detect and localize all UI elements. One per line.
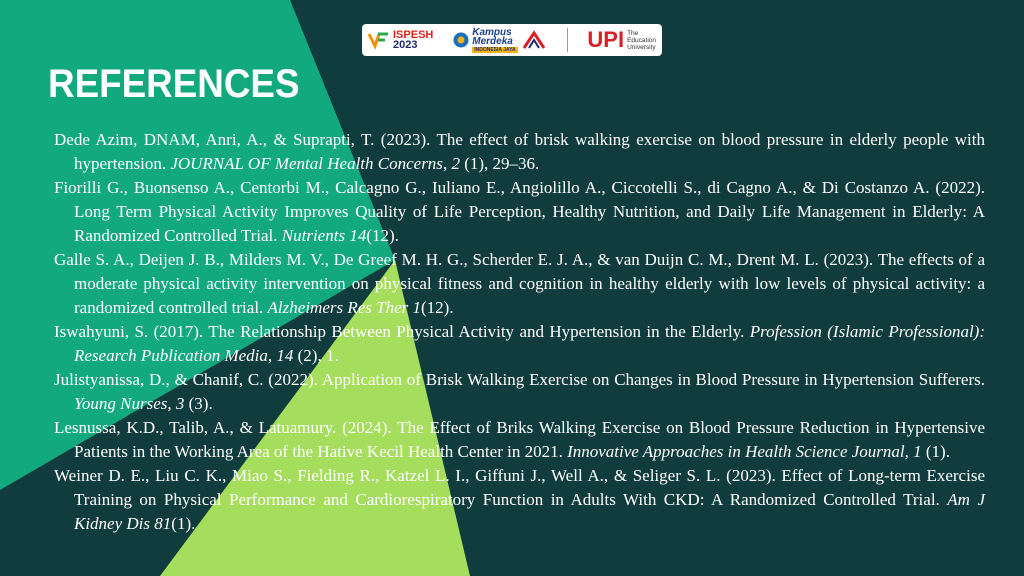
reference-journal: Profession (Islamic Professional): Research Publication Media: [74, 322, 985, 365]
ispesh-logo: [368, 30, 433, 50]
reference-journal: JOURNAL OF Mental Health Concerns: [170, 154, 443, 173]
reference-journal: Young Nurses: [74, 394, 168, 413]
references-list: [54, 128, 985, 536]
reference-tail: (3).: [184, 394, 213, 413]
reference-lead: Lesnussa, K.D., Talib, A., & Latuamury. (2024). The Effect of Briks Walking Exercise on Blood Pressure Reduction in Hypertensive Patients in the Working Area of the Hative Kecil Health Center in 2021.: [54, 418, 985, 461]
reference-tail: (1).: [171, 514, 196, 533]
upi-logo: [587, 29, 656, 51]
logo-divider: [567, 28, 568, 52]
reference-tail: (12).: [421, 298, 454, 317]
reference-item: [54, 464, 985, 536]
reference-lead: Fiorilli G., Buonsenso A., Centorbi M., Calcagno G., Iuliano E., Angiolillo A., Ciccotelli S., di Cagno A., & Di Costanzo A. (2022). Long Term Physical Activity Improves Quality of Life Perception, Healthy Nutrition, and Daily Life Management in Elderly: A Randomized Controlled Trial.: [54, 178, 985, 245]
reference-item: [54, 176, 985, 248]
kampus-merdeka-mark-icon: [521, 30, 547, 50]
reference-item: [54, 128, 985, 176]
logo-bar: [362, 24, 662, 56]
kampus-merdeka-logo: [453, 28, 546, 53]
upi-sub-line2: Education: [627, 36, 656, 44]
reference-journal: Innovative Approaches in Health Science Journal, 1: [567, 442, 922, 461]
reference-lead: Galle S. A., Deijen J. B., Milders M. V., De Greef M. H. G., Scherder E. J. A., & van Duijn C. M., Drent M. L. (2023). The effects of a moderate physical activity intervention on physical fitness and cognition in healthy elderly with low levels of physical activity: a randomized controlled trial.: [54, 250, 985, 317]
reference-volume: 14: [276, 346, 294, 365]
reference-tail: (2), 1.: [293, 346, 339, 365]
reference-lead: Weiner D. E., Liu C. K., Miao S., Fielding R., Katzel L. I., Giffuni J., Well A., & Seliger S. L. (2023). Effect of Long-term Exercise Training on Physical Performance and Cardiorespiratory Function in Adults With CKD: A Randomized Controlled Trial.: [54, 466, 985, 509]
ispesh-emblem-icon: [368, 30, 390, 50]
reference-volume: 2: [451, 154, 460, 173]
reference-lead: Iswahyuni, S. (2017). The Relationship Between Physical Activity and Hypertension in the Elderly.: [54, 322, 750, 341]
reference-tail: (1), 29–36.: [459, 154, 540, 173]
upi-sub-line3: University: [627, 43, 656, 51]
reference-mid: ,: [442, 154, 452, 173]
kampus-tagline: INDONESIA JAYA: [474, 46, 516, 53]
ispesh-year: 2023: [393, 39, 418, 51]
reference-item: [54, 368, 985, 416]
upi-wordmark: UPI: [587, 27, 625, 52]
reference-tail: (12).: [366, 226, 399, 245]
reference-volume: 3: [175, 394, 185, 413]
upi-sub-line1: The: [627, 29, 639, 37]
reference-item: [54, 320, 985, 368]
reference-mid: ,: [267, 346, 277, 365]
merdeka-word: Merdeka: [472, 35, 513, 47]
reference-tail: (1).: [921, 442, 950, 461]
reference-journal: Nutrients 14: [281, 226, 367, 245]
reference-lead: Dede Azim, DNAM, Anri, A., & Suprapti, T. (2023). The effect of brisk walking exercise on blood pressure in elderly people with hypertension.: [54, 130, 985, 173]
reference-lead: Julistyanissa, D., & Chanif, C. (2022). Application of Brisk Walking Exercise on Changes in Blood Pressure in Hypertension Sufferers.: [54, 370, 985, 389]
reference-journal: Am J Kidney Dis 81: [74, 490, 985, 533]
reference-mid: ,: [167, 394, 176, 413]
ispesh-name: ISPESH: [393, 29, 434, 41]
kampus-word: Kampus: [472, 26, 512, 38]
page-title: REFERENCES: [48, 62, 300, 106]
tut-wuri-emblem-icon: [453, 31, 469, 49]
reference-item: [54, 416, 985, 464]
reference-journal: Alzheimers Res Ther 1: [267, 298, 422, 317]
reference-item: [54, 248, 985, 320]
